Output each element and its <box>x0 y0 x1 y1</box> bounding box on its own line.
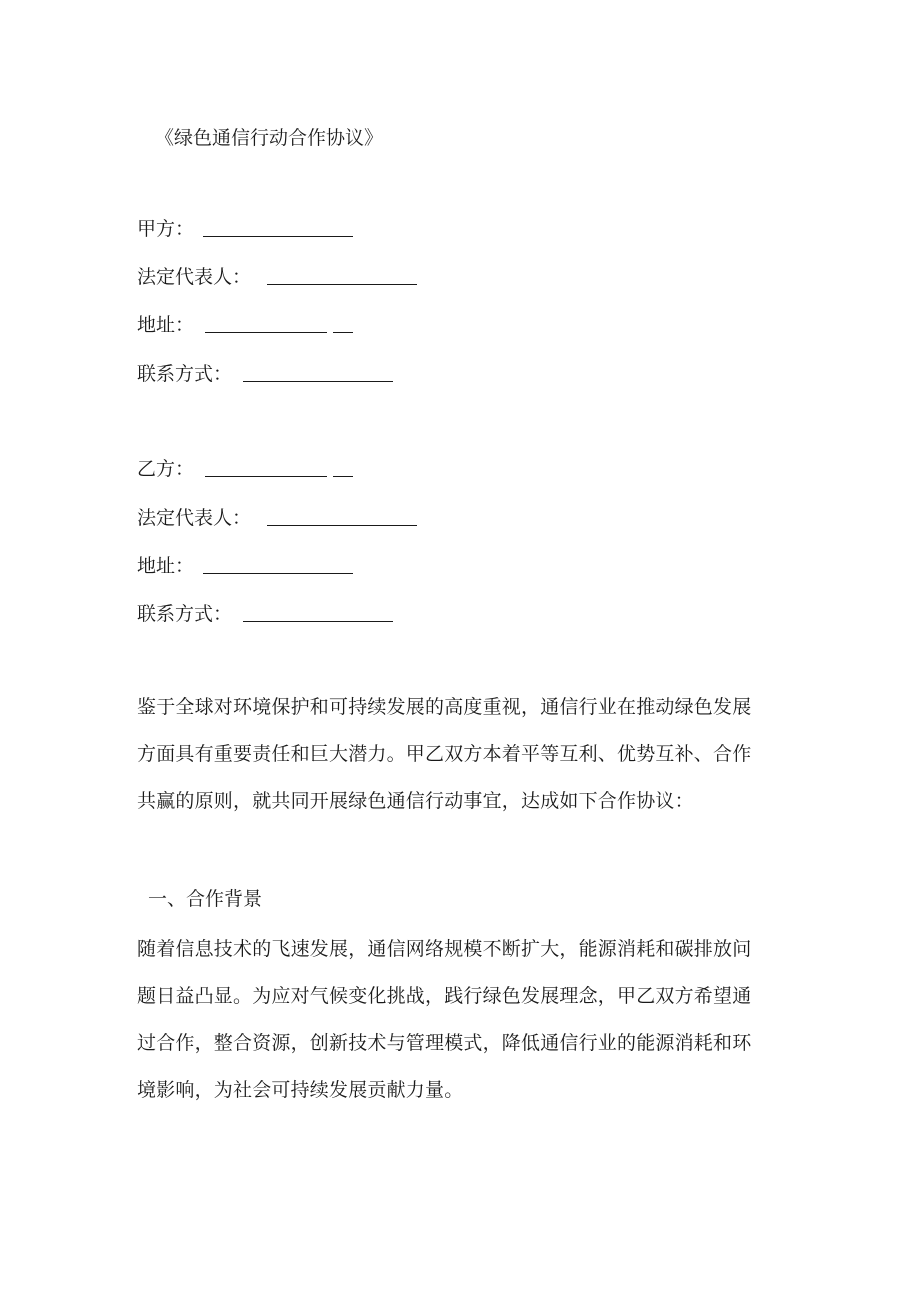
party-b-name-label: 乙方： <box>137 458 195 480</box>
preamble-line: 共赢的原则，就共同开展绿色通信行动事宜，达成如下合作协议： <box>137 790 694 812</box>
section-1-paragraph <box>137 926 797 1114</box>
preamble-line: 鉴于全球对环境保护和可持续发展的高度重视，通信行业在推动绿色发展 <box>137 696 752 718</box>
party-a-address-label: 地址： <box>137 314 195 336</box>
party-b-name-blank-tail <box>333 476 353 477</box>
party-a-rep-label: 法定代表人： <box>137 266 252 288</box>
section-1-line: 随着信息技术的飞速发展，通信网络规模不断扩大，能源消耗和碳排放问 <box>137 938 752 960</box>
preamble-paragraph <box>137 684 797 825</box>
section-1-line: 境影响，为社会可持续发展贡献力量。 <box>137 1079 464 1101</box>
party-a-contact-label: 联系方式： <box>137 363 233 385</box>
party-b-address-blank[interactable] <box>203 573 353 574</box>
party-b-address-label: 地址： <box>137 555 195 577</box>
party-a-name-blank[interactable] <box>203 236 353 237</box>
section-1-heading: 一、合作背景 <box>148 888 263 910</box>
party-a-contact-blank[interactable] <box>243 381 393 382</box>
section-1-line: 过合作，整合资源，创新技术与管理模式，降低通信行业的能源消耗和环 <box>137 1032 752 1054</box>
party-a-address-blank-tail <box>333 332 353 333</box>
party-b-contact-blank[interactable] <box>243 621 393 622</box>
party-b-contact-label: 联系方式： <box>137 603 233 625</box>
party-a-rep-blank[interactable] <box>267 284 417 285</box>
party-b-rep-blank[interactable] <box>267 525 417 526</box>
party-b-rep-label: 法定代表人： <box>137 507 252 529</box>
preamble-line: 方面具有重要责任和巨大潜力。甲乙双方本着平等互利、优势互补、合作 <box>137 743 752 765</box>
party-a-name-label: 甲方： <box>137 218 195 240</box>
document-title: 《绿色通信行动合作协议》 <box>155 127 384 149</box>
party-a-address-blank[interactable] <box>205 332 327 333</box>
section-1-line: 题日益凸显。为应对气候变化挑战，践行绿色发展理念，甲乙双方希望通 <box>137 985 752 1007</box>
party-b-name-blank[interactable] <box>205 476 327 477</box>
